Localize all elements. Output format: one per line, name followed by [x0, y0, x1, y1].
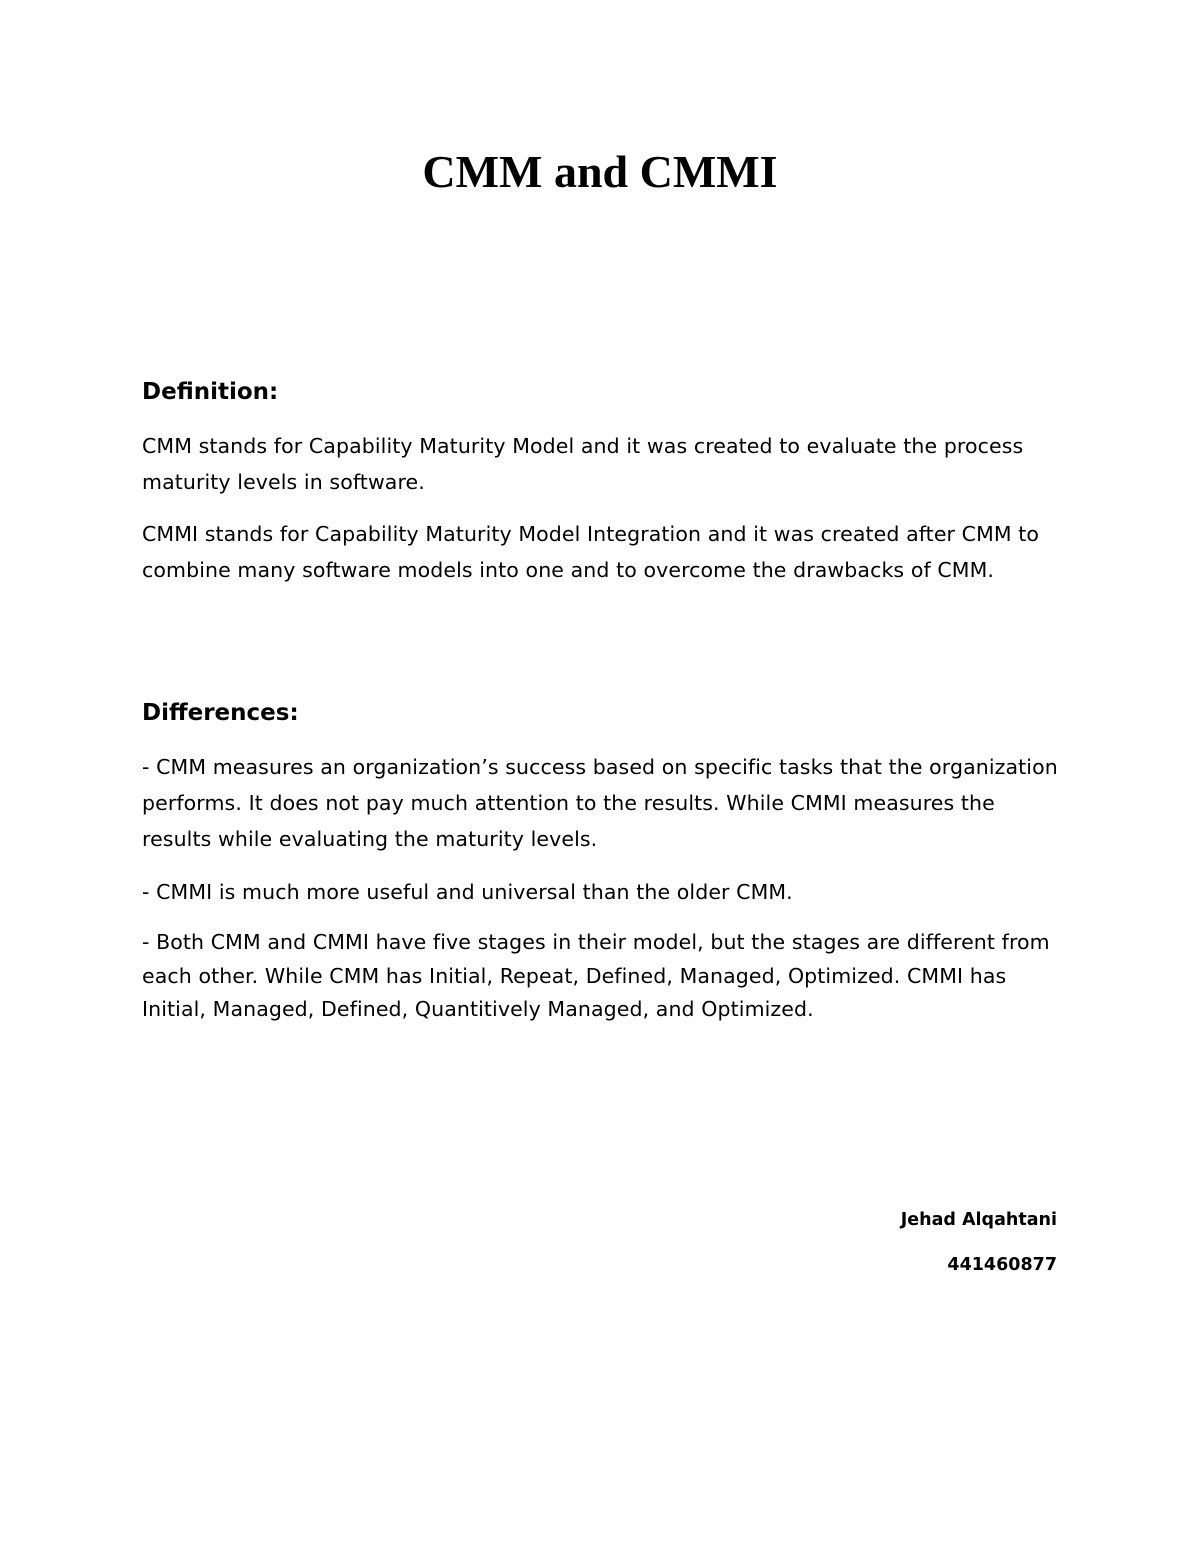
definition-paragraph-cmm: CMM stands for Capability Maturity Model and it was created to evaluate the process maturity levels in software.: [142, 434, 1024, 494]
author-name: Jehad Alqahtani: [900, 1210, 1057, 1230]
difference-item-measurement: - CMM measures an organization’s success based on specific tasks that the organization performs. It does not pay much attention to the results. While CMMI measures the results while evaluating the maturity levels.: [142, 755, 1058, 851]
difference-item-usefulness: - CMMI is much more useful and universal than the older CMM.: [142, 880, 793, 904]
author-id: 441460877: [947, 1255, 1057, 1275]
document-title: CMM and CMMI: [422, 146, 778, 197]
difference-item-stages: - Both CMM and CMMI have five stages in their model, but the stages are different from each other. While CMM has Initial, Repeat, Defined, Managed, Optimized. CMMI has Initial, Managed, Defined, Quantitively Managed, and Optimized.: [142, 930, 1050, 1021]
definition-paragraph-cmmi: CMMI stands for Capability Maturity Model Integration and it was created after CMM to combine many software models into one and to overcome the drawbacks of CMM.: [142, 522, 1040, 582]
definition-heading: Definition:: [142, 379, 279, 405]
differences-heading: Differences:: [142, 700, 299, 726]
